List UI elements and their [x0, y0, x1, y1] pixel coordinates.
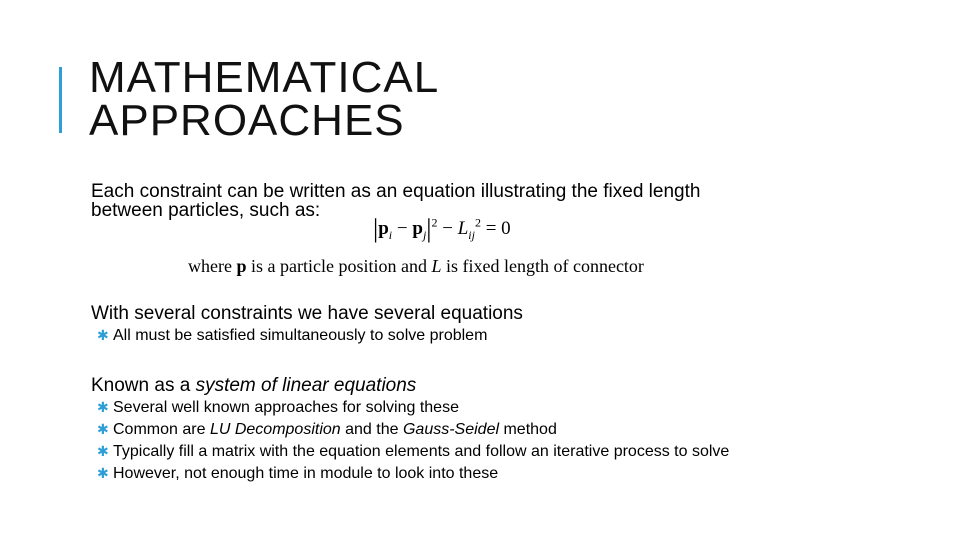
bullet-matrix-text: Typically fill a matrix with the equation elements and follow an iterative process to solve	[113, 443, 730, 460]
constraint-line-2: between particles, such as:	[91, 200, 321, 221]
eq-j: j	[422, 227, 427, 242]
bullet-common-pre: Common are	[113, 421, 206, 438]
eq-L: L	[457, 218, 469, 239]
caption-p: p	[236, 256, 247, 276]
constraint-equation: $|p_i - p_j|^2 - L_{ij}^2 = 0$	[373, 214, 511, 243]
bullet-satisfied-text: All must be satisfied simultaneously to solve problem	[113, 327, 488, 344]
title-line-2: APPROACHES	[89, 96, 405, 145]
bullet-common-post: method	[503, 421, 557, 438]
eq-minus-2: −	[442, 218, 453, 239]
caption-end: is fixed length of connector	[445, 256, 644, 276]
slide-title	[89, 53, 440, 145]
equation-caption	[188, 256, 644, 277]
bullet-common-lu: LU Decomposition	[209, 421, 341, 438]
asterisk-bullet-icon: ✱	[97, 399, 109, 415]
title-line-1: MATHEMATICAL	[89, 53, 440, 102]
eq-p: p	[378, 218, 389, 239]
caption-where: where	[188, 256, 232, 276]
title-accent-bar	[59, 67, 62, 133]
bullet-approaches	[97, 396, 459, 419]
asterisk-bullet-icon: ✱	[97, 465, 109, 481]
known-as-prefix: Known as a	[91, 375, 191, 396]
bullet-common-mid: and the	[345, 421, 399, 438]
caption-L: L	[431, 256, 442, 276]
bullet-matrix	[97, 440, 729, 463]
eq-exp-1: 2	[431, 215, 438, 230]
constraint-line-1: Each constraint can be written as an equation illustrating the fixed length	[91, 181, 701, 202]
eq-p-2: p	[412, 218, 423, 239]
eq-exp-2: 2	[474, 215, 481, 230]
known-as-italic: system of linear equations	[195, 375, 417, 396]
asterisk-bullet-icon: ✱	[97, 443, 109, 459]
asterisk-bullet-icon: ✱	[97, 327, 109, 343]
eq-minus-1: −	[396, 218, 408, 239]
known-as-text	[91, 376, 416, 395]
several-constraints-text: With several constraints we have several equations	[91, 303, 523, 324]
bullet-satisfied	[97, 324, 487, 347]
bullet-time-text: However, not enough time in module to look into these	[113, 465, 499, 482]
eq-equals-zero: = 0	[485, 218, 511, 239]
eq-i: i	[388, 227, 393, 242]
bullet-time	[97, 462, 498, 485]
bullet-common-gauss: Gauss-Seidel	[402, 421, 500, 438]
eq-ij: ij	[468, 227, 475, 242]
asterisk-bullet-icon: ✱	[97, 421, 109, 437]
bullet-common	[97, 418, 557, 441]
caption-mid: is a particle position and	[251, 256, 427, 276]
bullet-approaches-text: Several well known approaches for solving these	[113, 399, 459, 416]
